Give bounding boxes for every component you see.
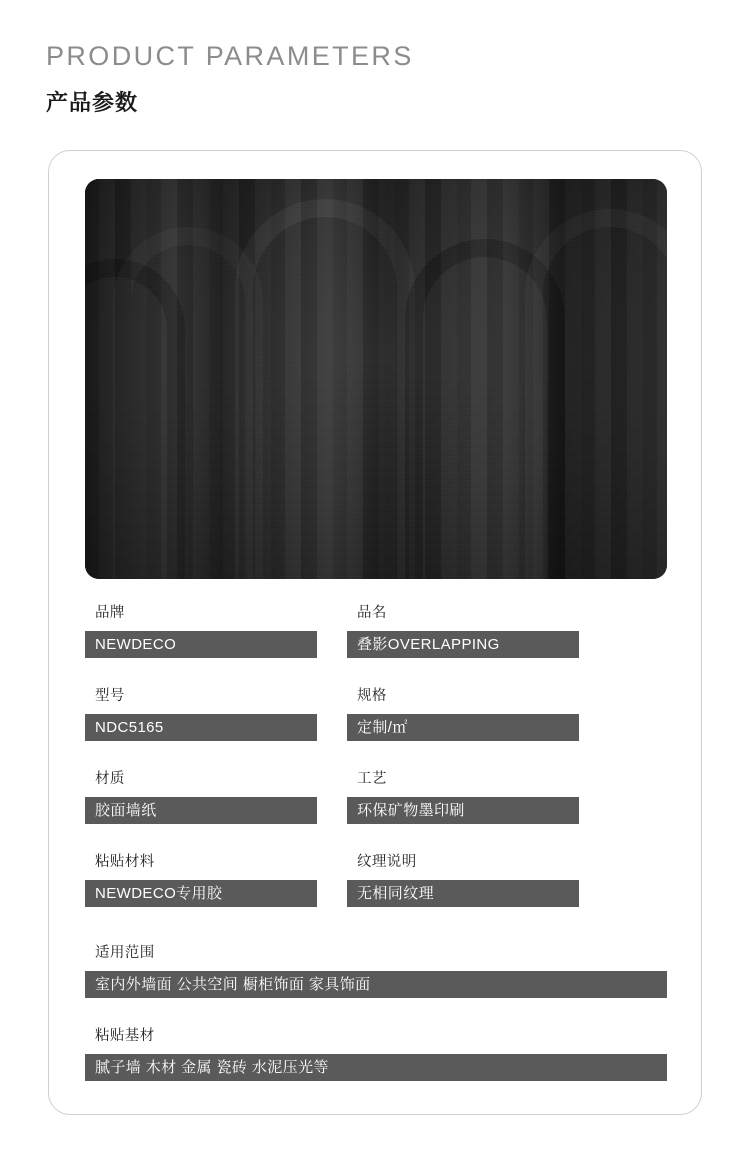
spec-row bbox=[85, 941, 667, 998]
spec-label: 工艺 bbox=[357, 771, 387, 787]
spec-value: NEWDECO bbox=[85, 631, 317, 658]
spec-label: 品名 bbox=[357, 605, 387, 621]
spec-value: 叠影OVERLAPPING bbox=[347, 631, 579, 658]
spec-label: 粘贴材料 bbox=[95, 854, 155, 870]
spec-value: 无相同纹理 bbox=[347, 880, 579, 907]
spec-row bbox=[85, 767, 667, 824]
spec-list bbox=[85, 601, 667, 1107]
spec-value: NDC5165 bbox=[85, 714, 317, 741]
spec-value: 环保矿物墨印刷 bbox=[347, 797, 579, 824]
spec-row bbox=[85, 1024, 667, 1081]
spec-item-process bbox=[347, 767, 579, 824]
spec-item-specification bbox=[347, 684, 579, 741]
page-title-cn: 产品参数 bbox=[46, 89, 139, 115]
spec-label: 规格 bbox=[357, 688, 387, 704]
spec-item-application-scope bbox=[85, 941, 667, 998]
spec-item-model bbox=[85, 684, 317, 741]
spec-item-substrate bbox=[85, 1024, 667, 1081]
spec-row bbox=[85, 684, 667, 741]
spec-label: 粘贴基材 bbox=[95, 1028, 155, 1044]
spec-row bbox=[85, 601, 667, 658]
product-image bbox=[85, 179, 667, 579]
spec-row bbox=[85, 850, 667, 907]
spec-item-material bbox=[85, 767, 317, 824]
spec-value: 室内外墙面 公共空间 橱柜饰面 家具饰面 bbox=[85, 971, 667, 998]
spec-label: 品牌 bbox=[95, 605, 125, 621]
spec-value: 腻子墙 木材 金属 瓷砖 水泥压光等 bbox=[85, 1054, 667, 1081]
image-vignette bbox=[85, 179, 667, 579]
parameters-card bbox=[48, 150, 702, 1115]
spec-item-product-name bbox=[347, 601, 579, 658]
spec-item-texture-note bbox=[347, 850, 579, 907]
spec-item-brand bbox=[85, 601, 317, 658]
page-header bbox=[0, 0, 750, 117]
spec-value: 胶面墙纸 bbox=[85, 797, 317, 824]
spec-value: NEWDECO专用胶 bbox=[85, 880, 317, 907]
spec-label: 型号 bbox=[95, 688, 125, 704]
spec-label: 适用范围 bbox=[95, 945, 155, 961]
spec-value: 定制/㎡ bbox=[347, 714, 579, 741]
spec-label: 材质 bbox=[95, 771, 125, 787]
spec-label: 纹理说明 bbox=[357, 854, 417, 870]
spec-item-adhesive bbox=[85, 850, 317, 907]
page-title-en: PRODUCT PARAMETERS bbox=[46, 41, 414, 71]
